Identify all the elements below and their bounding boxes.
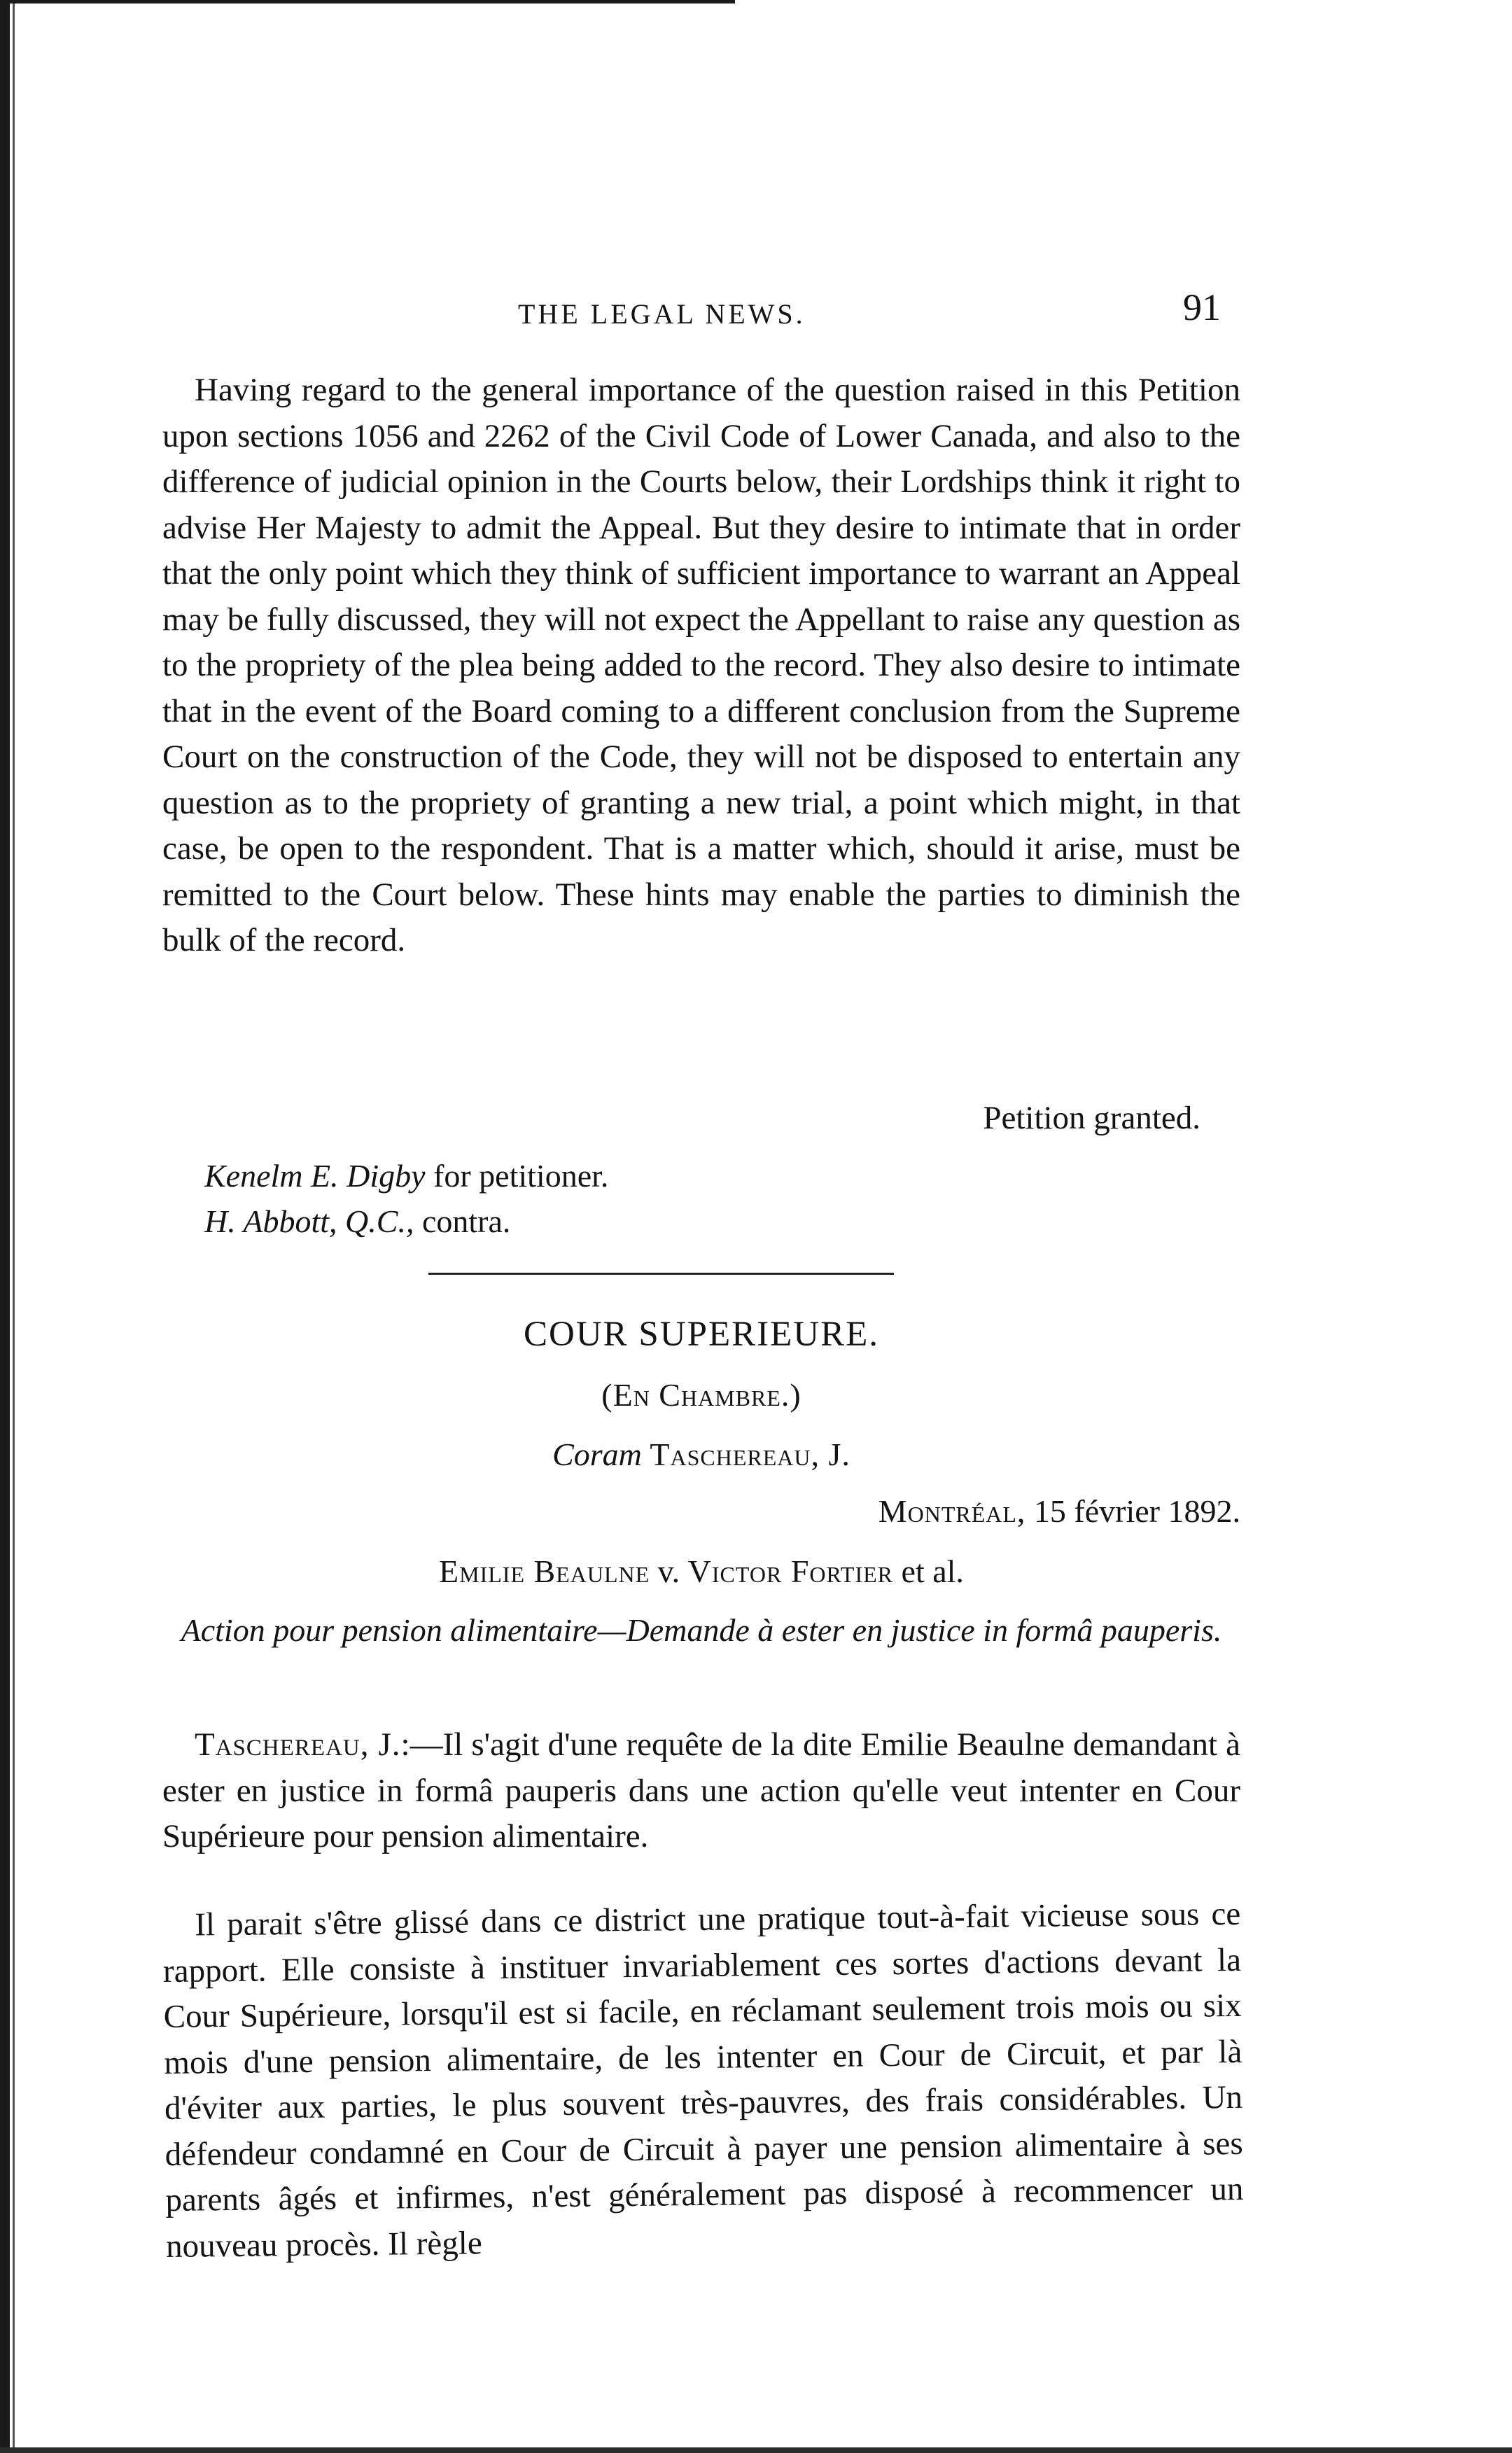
counsel-petitioner [204,1157,608,1194]
counsel-petitioner-role: for petitioner. [433,1158,609,1194]
page-number: 91 [1183,286,1221,328]
counsel-respondent-role: contra. [421,1203,511,1239]
versus: v. [657,1553,680,1589]
scan-bottom-border [0,2447,1512,2453]
paragraph-judgment-opening [162,1722,1240,1860]
counsel-respondent-name: H. Abbott, Q.C., [204,1203,414,1239]
et-al: et al. [901,1553,964,1589]
disposition: Petition granted. [983,1100,1200,1136]
court-title: COUR SUPERIEURE. [523,1315,880,1354]
defendant: Victor Fortier [687,1553,894,1589]
plaintiff: Emilie Beaulne [439,1553,650,1589]
headnote: Action pour pension alimentaire—Demande à ester en justice in formâ pauperis. [181,1612,1222,1648]
paragraph-judgment-body: Il parait s'être glissé dans ce district une pratique tout-à-fait vicieuse sous ce rapport. Elle consiste à instituer invariablement ces sortes d'actions devant la Cour Supérieure, lorsqu'il est si facile, en réclamant seulement trois mois ou six mois d'une pension alimentaire, de les intenter en Cour de Circuit, et par là d'éviter aux parties, le plus souvent très-pauvres, des frais considérables. Un défendeur condamné en Cour de Circuit à payer une pension alimentaire à ses parents âgés et infirmes, n'est généralement pas disposé à recommencer un nouveau procès. Il règle [162,1895,1244,2265]
chamber-label: (En Chambre.) [601,1377,802,1413]
scan-top-border [0,0,735,4]
coram-label: Coram [552,1437,642,1472]
place: Montréal, [878,1493,1026,1529]
scan-left-border [0,0,10,2453]
coram-line [162,1436,1240,1473]
case-parties [162,1553,1240,1590]
scan-left-border-line [13,0,15,2453]
judge-name: Taschereau, J. [650,1437,850,1472]
section-divider [428,1273,894,1275]
paragraph-privy-council: Having regard to the general importance of the question raised in this Petition upon sections 1056 and 2262 of the Civil Code of Lower Canada, and also to the difference of judicial opinion in the Courts below, their Lordships think it right to advise Her Majesty to admit the Appeal. But they desire to intimate that in order that the only point which they think of sufficient importance to warrant an Appeal may be fully discussed, they will not expect the Appellant to raise any question as to the propriety of the plea being added to the record. They also desire to intimate that in the event of the Board coming to a different conclusion from the Supreme Court on the construction of the Code, they will not be disposed to entertain any question as to the propriety of granting a new trial, a point which might, in that case, be open to the respondent. That is a matter which, should it arise, must be remitted to the Court below. These hints may enable the parties to diminish the bulk of the record. [162,372,1240,958]
speaker: Taschereau, J. [195,1726,401,1763]
place-date-line [162,1493,1240,1530]
judgment-opening-text: :—Il s'agit d'une requête de la dite Emilie Beaulne demandant à ester en justice in formâ pauperis dans une action qu'elle veut intenter en Cour Supérieure pour pension alimentaire. [162,1726,1240,1854]
counsel-petitioner-name: Kenelm E. Digby [204,1158,426,1194]
date: 15 février 1892. [1033,1493,1240,1529]
counsel-respondent [204,1203,510,1240]
running-head: THE LEGAL NEWS. [518,298,806,330]
